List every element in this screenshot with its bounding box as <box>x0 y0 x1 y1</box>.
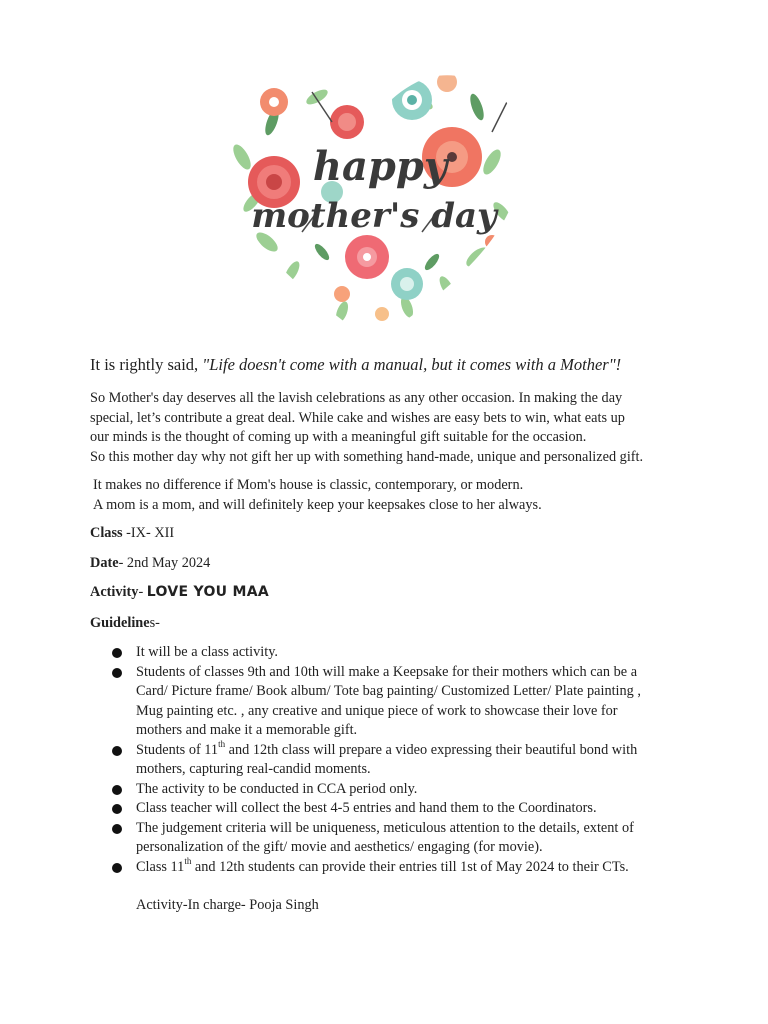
class-value: -IX- XII <box>122 525 175 541</box>
list-item <box>112 663 672 741</box>
activity-detail <box>90 584 269 601</box>
banner-happy: happy <box>312 143 448 190</box>
flower-top-left <box>260 88 288 116</box>
guidelines-list <box>112 643 672 877</box>
house-line: It makes no difference if Mom's house is classic, contemporary, or modern. <box>93 477 524 493</box>
guideline-text: It will be a class activity. <box>136 644 278 660</box>
bullet-icon <box>112 824 122 834</box>
intro-line: special, let’s contribute a great deal. While cake and wishes are easy bets to win, what eats up <box>90 409 625 426</box>
guideline-text: Students of 11 <box>136 741 219 758</box>
guidelines-heading <box>90 615 160 632</box>
flower-bottom-teal <box>391 268 423 300</box>
guideline-text: and 12th students can provide their entries till 1st of May 2024 to their CTs. <box>191 858 629 875</box>
guideline-text: Class 11 <box>136 858 185 875</box>
guideline-text: The activity to be conducted in CCA period only. <box>136 780 418 797</box>
quote-text: "Life doesn't come with a manual, but it comes with a Mother"! <box>202 355 622 374</box>
list-item <box>112 855 672 878</box>
intro-paragraph <box>90 389 690 467</box>
list-item <box>112 780 672 800</box>
mothers-day-heart-illustration <box>222 62 527 344</box>
list-item <box>112 799 672 819</box>
list-item <box>112 819 672 858</box>
list-item <box>112 738 672 780</box>
activity-separator: - <box>138 584 147 600</box>
guideline-text: The judgement criteria will be uniqueness, meticulous attention to the details, extent of <box>136 819 634 836</box>
guideline-text: and 12th class will prepare a video expressing their beautiful bond with <box>225 741 638 758</box>
intro-line: So Mother's day deserves all the lavish celebrations as any other occasion. In making the day <box>90 390 623 406</box>
bullet-icon <box>112 668 122 678</box>
date-value: - 2nd May 2024 <box>118 555 211 571</box>
activity-label: Activity <box>90 584 139 600</box>
guideline-text: Card/ Picture frame/ Book album/ Tote bag painting/ Customized Letter/ Plate painting , <box>136 683 641 699</box>
bullet-icon <box>112 785 122 795</box>
date-label: Date <box>90 555 119 571</box>
class-label: Class <box>90 525 123 541</box>
bullet-icon <box>112 804 122 814</box>
quote-line <box>90 355 690 375</box>
intro-line: our minds is the thought of coming up with a meaningful gift suitable for the occasion. <box>90 429 587 445</box>
guideline-text: Mug painting etc. , any creative and unique piece of work to showcase their love for <box>136 702 618 719</box>
intro-line: So this mother day why not gift her up with something hand-made, unique and personalized gift. <box>90 448 644 465</box>
guideline-text: mothers, capturing real-candid moments. <box>136 761 371 777</box>
guidelines-suffix: s- <box>149 615 160 631</box>
banner-mothers-day: mother's day <box>251 196 497 236</box>
guidelines-label: Guideline <box>90 615 150 631</box>
class-detail <box>90 525 174 542</box>
bullet-icon <box>112 746 122 756</box>
flower-bottom-center <box>345 235 389 279</box>
house-line: A mom is a mom, and will definitely keep your keepsakes close to her always. <box>93 496 542 513</box>
superscript: th <box>184 855 192 866</box>
date-detail <box>90 555 210 572</box>
guideline-text: Students of classes 9th and 10th will make a Keepsake for their mothers which can be a <box>136 663 638 680</box>
activity-value: LOVE YOU MAA <box>146 584 269 600</box>
flower-top-teal <box>392 80 432 120</box>
guideline-text: personalization of the gift/ movie and aesthetics/ engaging (for movie). <box>136 839 543 855</box>
superscript: th <box>218 738 226 749</box>
guideline-text: mothers and make it a memorable gift. <box>136 722 358 738</box>
list-item <box>112 643 672 663</box>
guideline-text: Class teacher will collect the best 4-5 entries and hand them to the Coordinators. <box>136 800 597 816</box>
activity-incharge: Activity-In charge- Pooja Singh <box>136 897 319 913</box>
bullet-icon <box>112 863 122 873</box>
bullet-icon <box>112 648 122 658</box>
quote-prefix: It is rightly said, <box>90 355 203 374</box>
rose-top <box>330 105 364 139</box>
house-paragraph <box>90 476 690 515</box>
